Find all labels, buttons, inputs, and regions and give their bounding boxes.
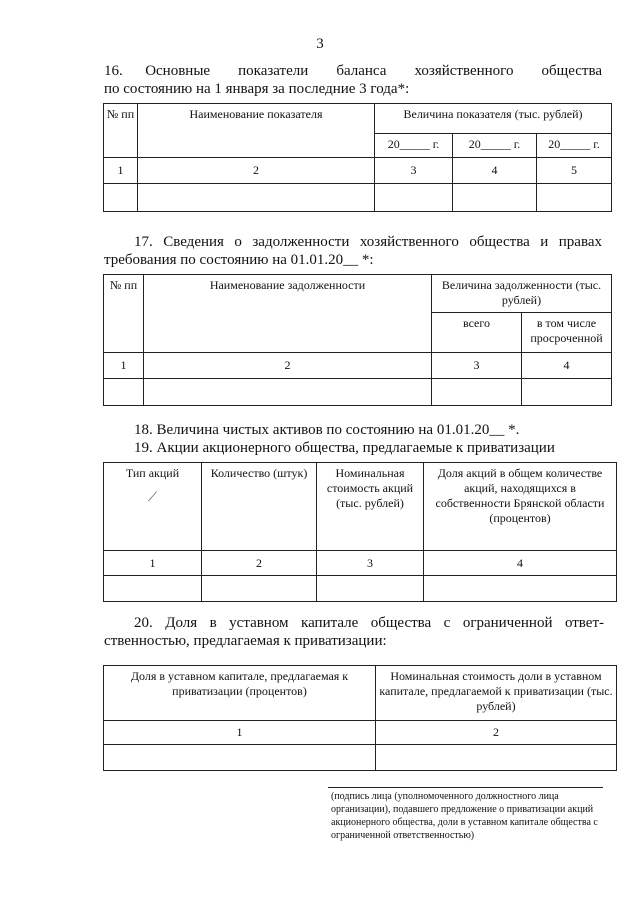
empty-cell xyxy=(104,379,144,406)
table-llc-share xyxy=(103,665,617,771)
empty-cell xyxy=(144,379,432,406)
index-cell: 2 xyxy=(202,551,317,576)
col-type-header xyxy=(104,463,202,551)
empty-cell xyxy=(317,576,424,602)
index-cell: 4 xyxy=(453,158,537,184)
col-nominal-header: Номинальная стоимость акций (тыс. рублей) xyxy=(317,463,424,551)
section-16-title-line1: 16. Основные показатели баланса хозяйственного общества xyxy=(104,63,602,79)
table-balance-indicators xyxy=(103,103,612,212)
section-17-title-line1: 17. Сведения о задолженности хозяйственного общества и правах xyxy=(134,234,602,250)
index-cell: 1 xyxy=(104,353,144,379)
empty-cell xyxy=(522,379,612,406)
index-cell: 3 xyxy=(432,353,522,379)
empty-cell xyxy=(375,184,453,212)
section-20-title-line2: ственностью, предлагаемая к приватизации: xyxy=(104,633,387,649)
col-name-header: Наименование задолженности xyxy=(144,275,432,353)
signature-line xyxy=(328,787,603,788)
table-debt xyxy=(103,274,612,406)
empty-cell xyxy=(104,576,202,602)
empty-cell xyxy=(138,184,375,212)
empty-cell xyxy=(424,576,617,602)
col-type-label: Тип акций xyxy=(125,466,180,480)
index-cell: 1 xyxy=(104,721,376,745)
empty-cell xyxy=(537,184,612,212)
signature-note: (подпись лица (уполномоченного должностного лица организации), подавшего предложение о приватизации акций акционерного общества, доли в уставном капитале общества с ограниченной ответственностью) xyxy=(331,791,598,841)
col-qty-header: Количество (штук) xyxy=(202,463,317,551)
section-19-line: 19. Акции акционерного общества, предлагаемые к приватизации xyxy=(134,440,555,456)
index-cell: 1 xyxy=(104,158,138,184)
index-cell: 2 xyxy=(376,721,617,745)
col-share-header: Доля акций в общем количестве акций, находящихся в собственности Брянской области (процентов) xyxy=(424,463,617,551)
col-num-header: № пп xyxy=(104,104,138,158)
empty-cell xyxy=(202,576,317,602)
year-cell: 20_____ г. xyxy=(537,134,612,158)
index-cell: 4 xyxy=(522,353,612,379)
index-cell: 3 xyxy=(375,158,453,184)
section-16-title-line2: по состоянию на 1 января за последние 3 года*: xyxy=(104,81,410,97)
overdue-header: в том числе просроченной xyxy=(522,313,612,353)
index-cell: 1 xyxy=(104,551,202,576)
col-name-header: Наименование показателя xyxy=(138,104,375,158)
table-shares xyxy=(103,462,617,602)
page-number: 3 xyxy=(316,36,324,52)
empty-cell xyxy=(453,184,537,212)
col-num-header: № пп xyxy=(104,275,144,353)
section-17-title-line2: требования по состоянию на 01.01.20__ *: xyxy=(104,252,374,268)
pen-mark: ⟋ xyxy=(147,489,158,504)
section-18-line: 18. Величина чистых активов по состоянию на 01.01.20__ *. xyxy=(134,422,520,438)
empty-cell xyxy=(432,379,522,406)
index-cell: 5 xyxy=(537,158,612,184)
section-20-title-line1: 20. Доля в уставном капитале общества с ограниченной ответ- xyxy=(134,615,604,631)
index-cell: 3 xyxy=(317,551,424,576)
empty-cell xyxy=(376,745,617,771)
empty-cell xyxy=(104,184,138,212)
year-cell: 20_____ г. xyxy=(375,134,453,158)
empty-cell xyxy=(104,745,376,771)
col-value-header: Величина показателя (тыс. рублей) xyxy=(375,104,612,134)
total-header: всего xyxy=(432,313,522,353)
index-cell: 4 xyxy=(424,551,617,576)
col-nominal-header: Номинальная стоимость доли в уставном капитале, предлагаемой к приватизации (тыс. рублей) xyxy=(376,666,617,721)
col-value-header: Величина задолженности (тыс. рублей) xyxy=(432,275,612,313)
year-cell: 20_____ г. xyxy=(453,134,537,158)
col-share-header: Доля в уставном капитале, предлагаемая к приватизации (процентов) xyxy=(104,666,376,721)
index-cell: 2 xyxy=(138,158,375,184)
index-cell: 2 xyxy=(144,353,432,379)
